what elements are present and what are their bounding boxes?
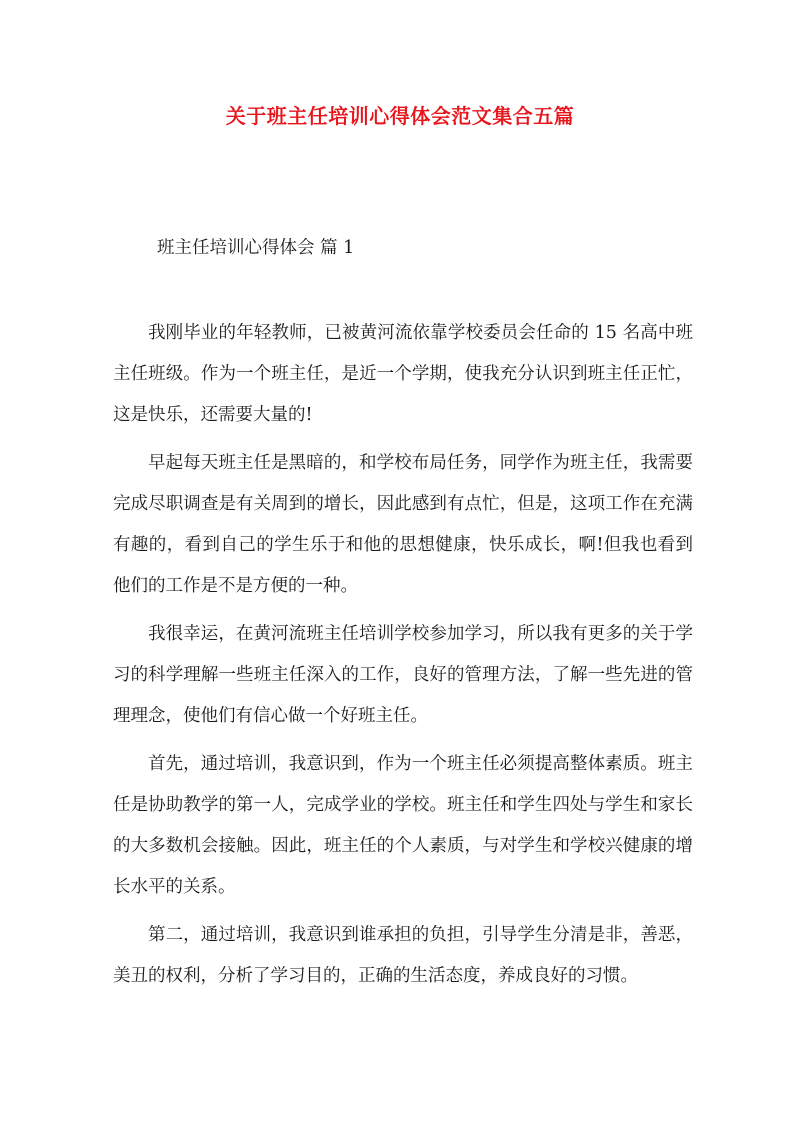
section-heading: 班主任培训心得体会 篇 1 [157, 238, 355, 258]
paragraph-1: 我刚毕业的年轻教师，已被黄河流依靠学校委员会任命的 15 名高中班主任班级。作为一个班主任，是近一个学期，使我充分认识到班主任正忙，这是快乐，还需要大量的! [113, 323, 693, 425]
paragraph-4: 首先，通过培训，我意识到，作为一个班主任必须提高整体素质。班主任是协助教学的第一人，完成学业的学校。班主任和学生四处与学生和家长的大多数机会接触。因此，班主任的个人素质，与对学生和学校兴健康的增长水平的关系。 [113, 754, 693, 897]
paragraph-2: 早起每天班主任是黑暗的，和学校布局任务，同学作为班主任，我需要完成尽职调查是有关周到的增长，因此感到有点忙，但是，这项工作在充满有趣的，看到自己的学生乐于和他的思想健康，快乐成长，啊!但我也看到他们的工作是不是方便的一种。 [113, 453, 693, 596]
paragraph-3: 我很幸运，在黄河流班主任培训学校参加学习，所以我有更多的关于学习的科学理解一些班主任深入的工作，良好的管理方法，了解一些先进的管理理念，使他们有信心做一个好班主任。 [113, 624, 693, 726]
document-title: 关于班主任培训心得体会范文集合五篇 [225, 104, 575, 128]
document-body [113, 313, 693, 1004]
paragraph-5: 第二，通过培训，我意识到谁承担的负担，引导学生分清是非，善恶，美丑的权利，分析了学习目的，正确的生活态度，养成良好的习惯。 [113, 925, 693, 986]
